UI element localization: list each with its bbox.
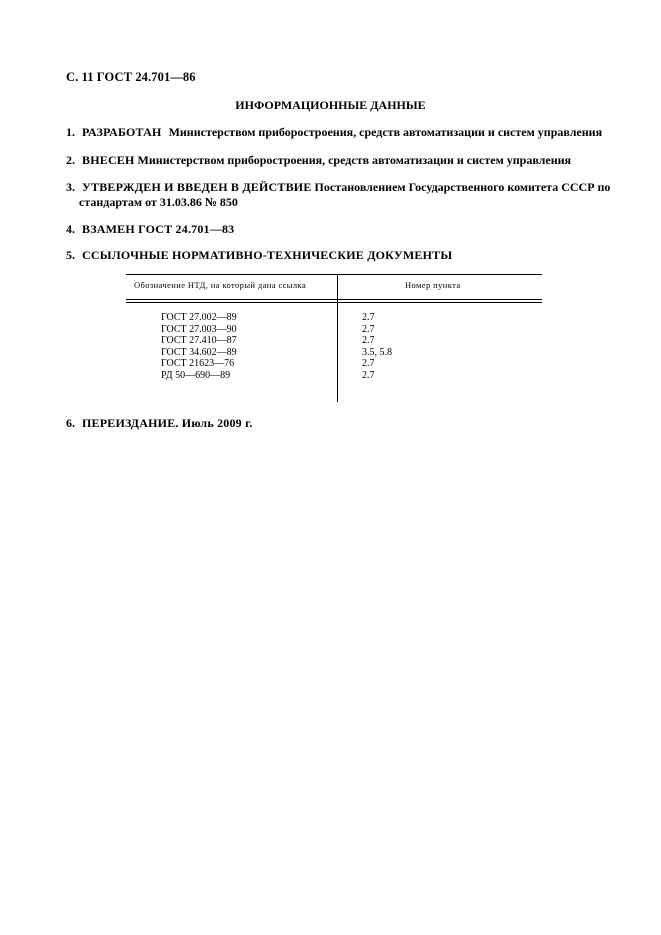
item-lead: УТВЕРЖДЕН И ВВЕДЕН В ДЕЙСТВИЕ	[82, 180, 312, 194]
clause-cell: 2.7	[362, 369, 375, 381]
table-body	[126, 312, 542, 381]
ntd-cell: ГОСТ 27.002—89	[161, 312, 237, 323]
info-item-2	[66, 153, 626, 168]
table-row	[126, 335, 542, 347]
item-lead: ВЗАМЕН ГОСТ 24.701—83	[82, 222, 235, 236]
page-header: С. 11 ГОСТ 24.701—86	[66, 70, 196, 84]
item-number: 1.	[66, 125, 75, 139]
item-number: 5.	[66, 248, 75, 262]
item-text: Постановлением Государственного комитета СССР по	[314, 180, 611, 194]
ntd-cell: ГОСТ 34.602—89	[161, 346, 237, 358]
table-header-rule-double	[126, 302, 542, 303]
item-lead: ПЕРЕИЗДАНИЕ. Июль 2009 г.	[82, 416, 253, 430]
ntd-cell: РД 50—690—89	[161, 369, 231, 381]
clause-cell: 2.7	[362, 358, 375, 369]
clause-cell: 2.7	[362, 312, 375, 323]
item-text-continuation: стандартам от 31.03.86 № 850	[79, 195, 238, 209]
item-number: 4.	[66, 222, 75, 236]
info-item-1	[66, 125, 626, 140]
table-header-rule	[126, 299, 542, 300]
table-row	[126, 324, 542, 336]
item-text: Министерством приборостроения, средств автоматизации и систем управления	[168, 125, 603, 139]
table-header-ntd: Обозначение НТД, на который дана ссылка	[134, 280, 307, 290]
reference-table	[126, 274, 542, 402]
table-row	[126, 358, 542, 370]
table-row	[126, 370, 542, 382]
item-number: 3.	[66, 180, 75, 194]
table-row	[126, 312, 542, 324]
ntd-cell: ГОСТ 27.410—87	[161, 335, 237, 346]
clause-cell: 2.7	[362, 323, 375, 335]
ntd-cell: ГОСТ 27.003—90	[161, 323, 237, 335]
clause-cell: 3.5, 5.8	[362, 346, 392, 358]
item-number: 2.	[66, 153, 75, 167]
item-lead: РАЗРАБОТАН	[82, 125, 162, 139]
info-item-3	[66, 180, 626, 210]
ntd-cell: ГОСТ 21623—76	[161, 358, 235, 369]
info-item-4	[66, 222, 626, 237]
item-number: 6.	[66, 416, 75, 430]
info-item-5	[66, 248, 626, 263]
item-lead: ССЫЛОЧНЫЕ НОРМАТИВНО-ТЕХНИЧЕСКИЕ ДОКУМЕНТЫ	[82, 248, 453, 262]
item-text: Министерством приборостроения, средств автоматизации и систем управления	[137, 153, 572, 167]
table-row	[126, 347, 542, 359]
section-title: ИНФОРМАЦИОННЫЕ ДАННЫЕ	[235, 98, 426, 112]
clause-cell: 2.7	[362, 335, 375, 346]
item-lead: ВНЕСЕН	[82, 153, 135, 167]
table-header-clause: Номер пункта	[405, 280, 461, 290]
table-top-rule	[126, 274, 542, 275]
info-item-6	[66, 416, 626, 431]
